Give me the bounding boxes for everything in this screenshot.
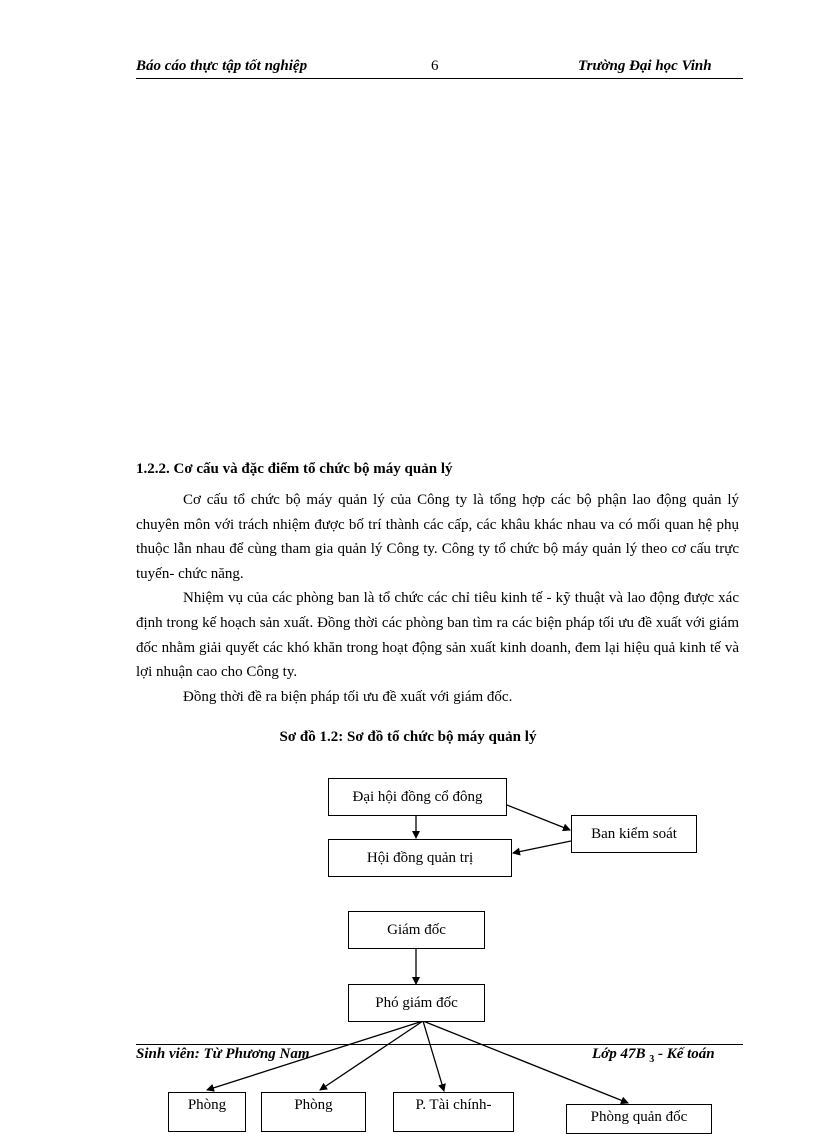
footer-class-suffix: - Kế toán [657,1046,715,1062]
footer-rule [136,1044,743,1045]
paragraph: Nhiệm vụ của các phòng ban là tổ chức các chỉ tiêu kinh tế - kỹ thuật và lao động được xác định trong kế hoạch sản xuất. Đồng thời các phòng ban tìm ra các biện pháp tối ưu đề xuất với giám đốc nhằm giải quyết các khó khăn trong hoạt động sản xuất kinh doanh, đem lại hiệu quả kinh tế và lợi nhuận cao cho Công ty. [136,590,739,681]
node-shareholders-meeting: Đại hội đồng cổ đông [328,778,507,816]
arrow-deputy-to-dept3 [423,1021,444,1091]
footer-student: Sinh viên: Từ Phương Nam [136,1046,310,1062]
node-department-1: Phòng [168,1092,246,1132]
paragraph: Đồng thời đề ra biện pháp tối ưu đề xuất với giám đốc. [183,688,513,705]
node-foreman-department: Phòng quản đốc [566,1104,712,1134]
node-finance-department: P. Tài chính- [393,1092,514,1132]
node-board-of-directors: Hội đồng quản trị [328,839,512,877]
footer-class [592,1046,715,1065]
arrow-deputy-to-dept2 [320,1021,423,1090]
section-title: 1.2.2. Cơ cấu và đặc điểm tổ chức bộ máy quản lý [136,461,453,477]
header-university: Trường Đại học Vinh [578,58,712,74]
header-report-title: Báo cáo thực tập tốt nghiệp [136,58,308,74]
node-director: Giám đốc [348,911,485,949]
header-page-number: 6 [431,58,439,74]
paragraph: Cơ cấu tổ chức bộ máy quản lý của Công ty là tổng hợp các bộ phận lao động quản lý chuyên môn với trách nhiệm được bố trí thành các cấp, các khâu khác nhau va có mối quan hệ phụ thuộc lẫn nhau để cùng tham gia quản lý Công ty. Công ty tổ chức bộ máy quản lý theo cơ cấu trực tuyến- chức năng. [136,492,739,582]
node-supervisory-board: Ban kiểm soát [571,815,697,853]
arrow-shareholders-to-supervisory [507,805,570,830]
arrow-supervisory-to-board [513,841,571,853]
node-department-2: Phòng [261,1092,366,1132]
footer-class-subscript: 3 [649,1054,655,1065]
node-deputy-director: Phó giám đốc [348,984,485,1022]
footer-class-prefix: Lớp 47B [592,1046,646,1062]
diagram-caption: Sơ đồ 1.2: Sơ đồ tổ chức bộ máy quản lý [279,729,537,745]
